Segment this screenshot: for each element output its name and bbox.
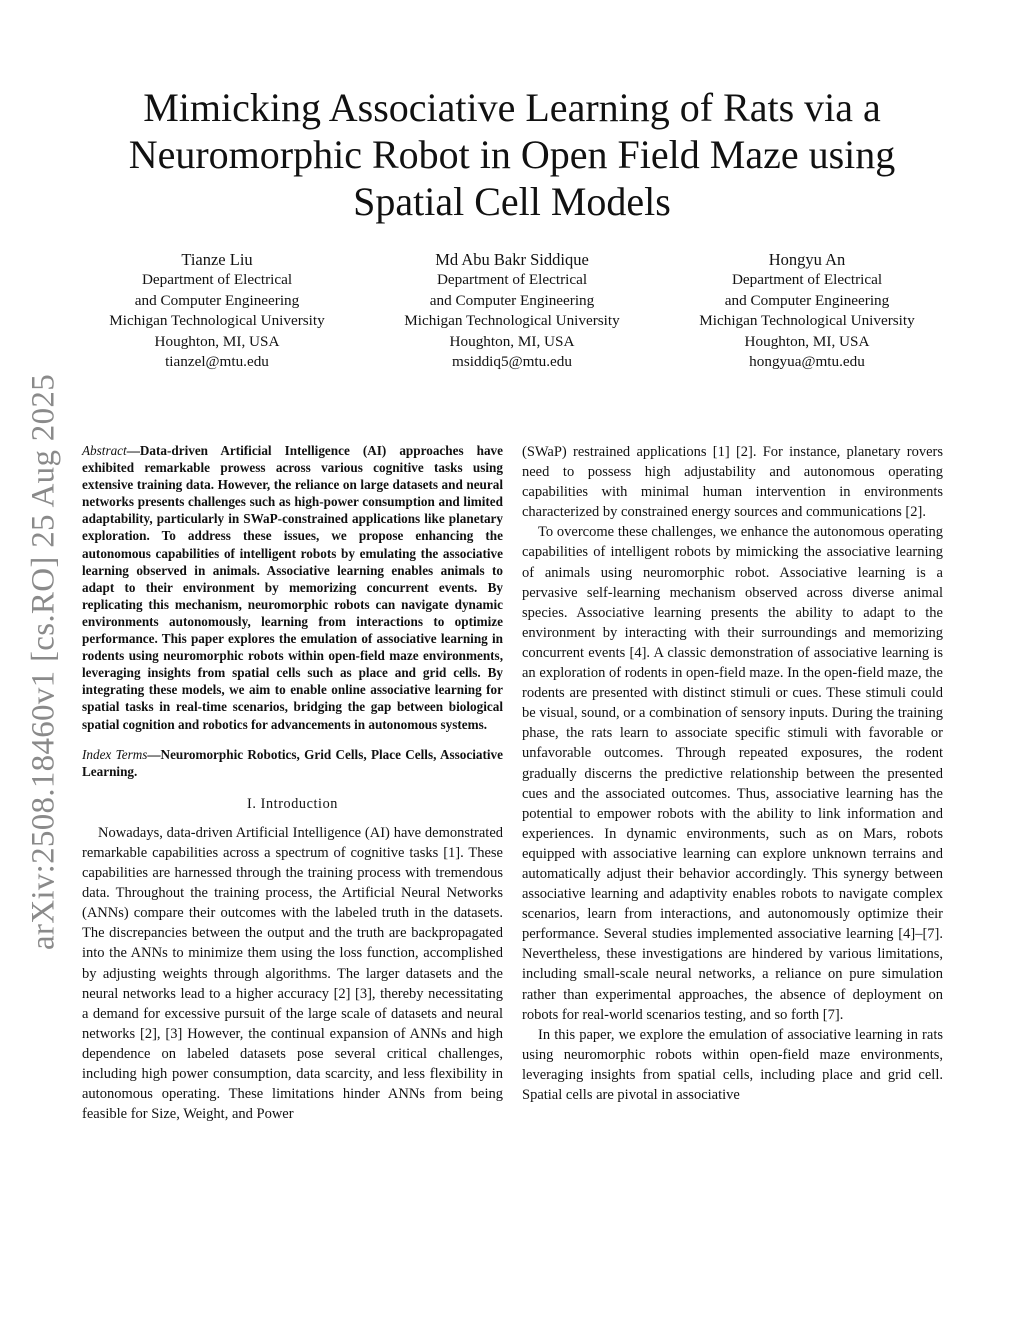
author-email: tianzel@mtu.edu [165,353,269,370]
author-name: Tianze Liu [181,250,253,269]
author-dept: and Computer Engineering [724,291,890,309]
author-3 [672,250,942,373]
author-dept: Department of Electrical [141,271,293,288]
author-block [82,250,942,373]
paper-title: Mimicking Associative Learning of Rats via a Neuromorphic Robot in Open Field Maze using Spatial Cell Models [128,85,896,224]
abstract-text: —Data-driven Artificial Intelligence (AI) approaches have exhibited remarkable prowess across various cognitive tasks using extensive training data. However, the reliance on large datasets and neural networks presents challenges such as high-power consumption and limited adaptability, particularly in SWaP-constrained applications like planetary exploration. To address these issues, we propose enhancing the autonomous capabilities of intelligent robots by emulating the associative learning observed in animals. Associative learning enables animals to adapt to their environment by memorizing concurrent events. By replicating this mechanism, neuromorphic robots can navigate dynamic environments autonomously, learning from interactions to optimize performance. This paper explores the emulation of associative learning in rodents using neuromorphic robots within open-field maze environments, leveraging insights from spatial cells such as place and grid cells. By integrating these models, we aim to enable online associative learning for spatial tasks in real-time scenarios, bridging the gap between biological spatial cognition and robotics for advancements in autonomous systems. [82,443,503,732]
author-dept: and Computer Engineering [134,291,300,309]
intro-paragraph-2: To overcome these challenges, we enhance the autonomous operating capabilities of intelligent robots by mimicking the associative learning of animals using neuromorphic robot. Associative learning is a pervasive self-learning mechanism observed across diverse animal species. Associative learning presents the ability to adapt to the environment by interacting with their surroundings and memorizing concurrent events [4]. A classic demonstration of associative learning is an exploration of rodents in open-field maze. In the open-field maze, the rodents are presented with distinct stimuli or cues. These stimuli could be visual, sound, or a combination of sensory inputs. During the training phase, the rats learn to associate specific stimuli with favorable or unfavorable outcomes. Through repeated exposures, the rodent gradually discerns the predictive relationship between the presented cues and the associated outcomes. Thus, associative learning has the potential to empower robots with the ability to link information and experiences. In dynamic environments, such as on Mars, robots equipped with associative learning can explore unknown terrains and automatically adjust their behavior accordingly. This synergy between associative learning and adaptivity enables robots to navigate complex scenarios, learn from interactions, and autonomously optimize their performance. Several studies implemented associative learning [4]–[7]. Nevertheless, these investigations are hindered by various limitations, including small-scale neural networks, a reliance on pure simulation rather than experimental approaches, the absence of deployment on robots for real-world scenarios testing, and so forth [7]. [522,524,943,1023]
index-terms [82,746,503,780]
author-dept: Department of Electrical [436,271,588,288]
intro-paragraph-1: Nowadays, data-driven Artificial Intelligence (AI) have demonstrated remarkable capabilities across a spectrum of cognitive tasks [1]. These capabilities are harnessed through the training process with tremendous data. Throughout the training process, the Artificial Neural Networks (ANNs) compare their outcomes with the labeled truth in the datasets. The discrepancies between the output and the truth are backpropagated into the ANNs to minimize them using the loss function, accomplished by adjusting weights through algorithms. The larger datasets and the neural networks lead to a higher accuracy [2] [3], thereby necessitating a demand for excessive pursuit of the large scale of datasets and neural networks [2], [3] However, the continual expansion of ANNs and high dependence on labeled datasets pose several critical challenges, including high power consumption, data scarcity, and less flexibility in autonomous operating. These limitations hinder ANNs from being feasible for Size, Weight, and Power [82,824,503,1123]
author-dept: and Computer Engineering [429,291,595,309]
intro-paragraph-3: In this paper, we explore the emulation of associative learning in rats using neuromorphic robots within open-field maze environments, leveraging insights from spatial cells, including place and grid cell. Spatial cells are pivotal in associative [522,1026,943,1103]
section-heading-introduction: I. Introduction [247,795,338,812]
author-email: msiddiq5@mtu.edu [452,353,572,370]
author-1 [82,250,352,373]
index-terms-label: Index Terms [82,746,148,762]
arxiv-stamp: arXiv:2508.18460v1 [cs.RO] 25 Aug 2025 [25,373,62,951]
author-location: Houghton, MI, USA [154,332,280,350]
author-location: Houghton, MI, USA [744,332,870,350]
author-university: Michigan Technological University [699,312,915,329]
abstract [82,442,503,733]
left-column [82,442,503,1124]
author-university: Michigan Technological University [404,312,620,329]
author-university: Michigan Technological University [109,312,325,329]
author-location: Houghton, MI, USA [449,332,575,350]
right-column [522,442,943,1105]
intro-paragraph-1-continued: (SWaP) restrained applications [1] [2]. For instance, planetary rovers need to possess high adjustability and autonomous operating capabilities with minimal human intervention in environments characterized by constrained energy sources and communications [2]. [522,444,943,521]
index-terms-text: —Neuromorphic Robotics, Grid Cells, Place Cells, Associative Learning. [82,746,503,779]
author-2 [377,250,647,373]
author-name: Md Abu Bakr Siddique [435,250,589,269]
author-name: Hongyu An [768,250,846,269]
author-email: hongyua@mtu.edu [749,353,865,370]
abstract-label: Abstract [82,443,127,458]
author-dept: Department of Electrical [731,271,883,288]
